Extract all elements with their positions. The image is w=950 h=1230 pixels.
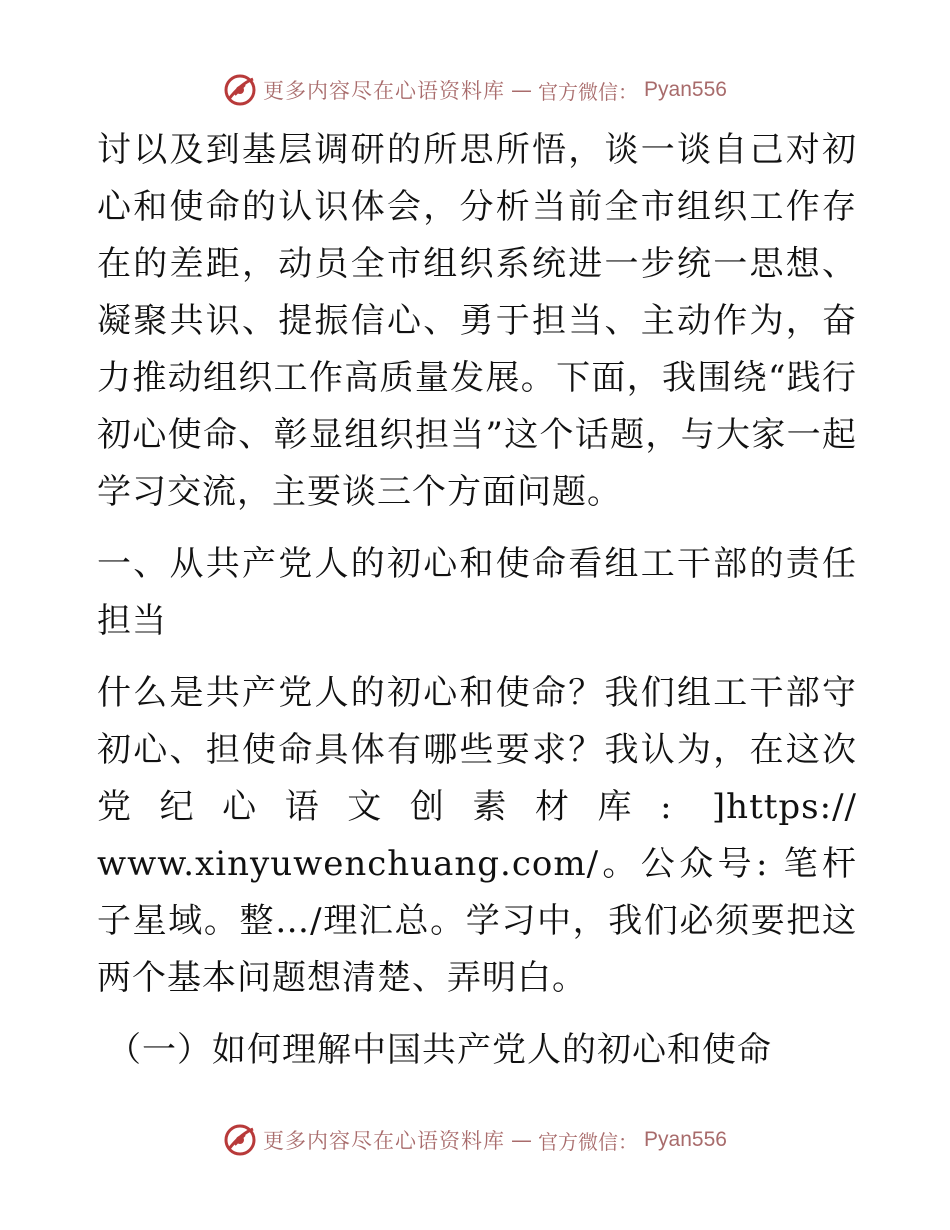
paragraph-intro: 讨以及到基层调研的所思所悟，谈一谈自己对初心和使命的认识体会，分析当前全市组织工作存在的差距，动员全市组织系统进一步统一思想、凝聚共识、提振信心、勇于担当、主动作为，奋力推动组织工作高质量发展。下面，我围绕“践行初心使命、彰显组织担当”这个话题，与大家一起学习交流，主要谈三个方面问题。 (97, 130, 857, 512)
wechat-label: 官方微信： (538, 79, 639, 104)
section-heading-1: 一、从共产党人的初心和使命看组工干部的责任担当 (97, 544, 857, 641)
banner-text: 更多内容尽在心语资料库 (263, 1129, 506, 1153)
banner-dash: — (511, 1128, 533, 1152)
wechat-id: Pyan556 (644, 1128, 727, 1151)
banner-dash: — (511, 78, 533, 102)
footer-banner (0, 1120, 950, 1160)
paragraph-question: 什么是共产党人的初心和使命？我们组工干部守初心、担使命具体有哪些要求？我认为，在这次党纪心语文创素材库: ]https:// www.xinyuwenchuang.com/。公众号: 笔杆子星域。整…/理汇总。学习中，我们必须要把这两个基本问题想清楚、弄明白。 (97, 673, 857, 998)
banner-text: 更多内容尽在心语资料库 (263, 79, 506, 103)
header-banner (0, 70, 950, 110)
wechat-id: Pyan556 (644, 78, 727, 101)
document-body (97, 122, 857, 1079)
subsection-heading-1: （一）如何理解中国共产党人的初心和使命 (107, 1030, 772, 1070)
wechat-label: 官方微信： (538, 1129, 639, 1154)
brand-logo-icon (223, 1123, 257, 1157)
brand-logo-icon (223, 73, 257, 107)
